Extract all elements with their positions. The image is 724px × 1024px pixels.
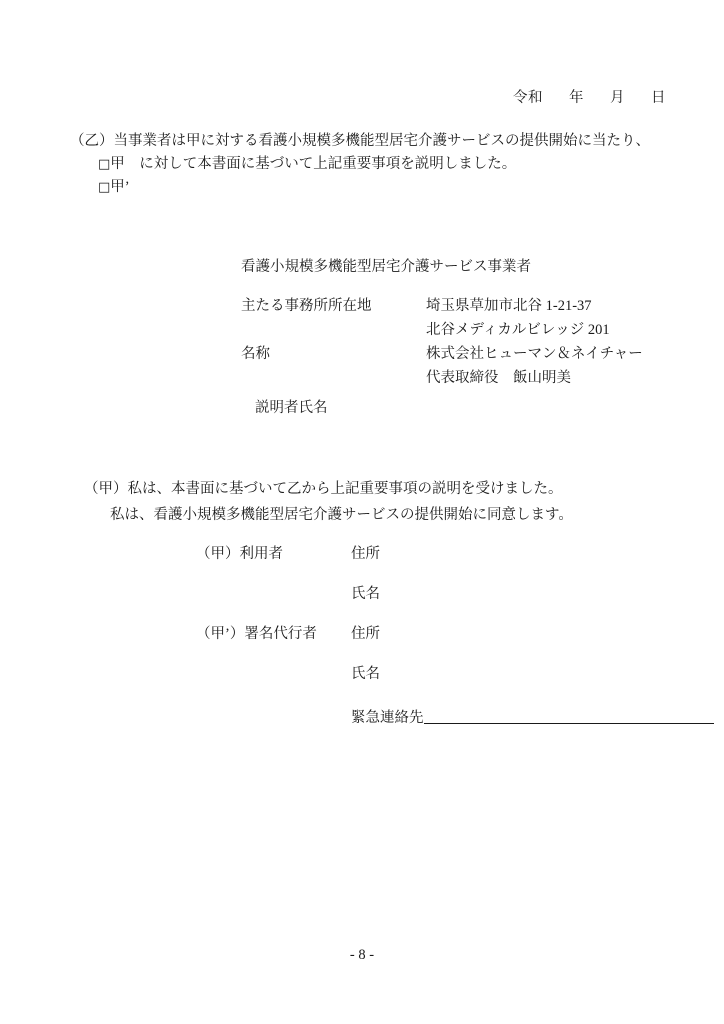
otsu-line-3-text: 甲’ [110, 179, 130, 195]
checkbox-kou-icon[interactable]: □ [98, 157, 111, 172]
emergency-contact-input-rule[interactable] [424, 723, 714, 724]
provider-name-value: 株式会社ヒューマン＆ネイチャー [426, 346, 643, 362]
table-row [196, 542, 380, 582]
provider-heading: 看護小規模多機能型居宅介護サービス事業者 [241, 259, 531, 275]
otsu-line-3 [98, 176, 684, 199]
provider-address-value-line2: 北谷メディカルビレッジ 201 [426, 322, 610, 338]
table-row [196, 622, 380, 662]
user-address-field-label[interactable]: 住所 [351, 546, 380, 562]
page-number: - 8 - [349, 947, 375, 963]
kou-line-1: （甲）私は、本書面に基づいて乙から上記重要事項の説明を受けました。 [84, 481, 563, 497]
provider-representative-value: 代表取締役 飯山明美 [426, 370, 571, 386]
table-row [241, 294, 643, 318]
user-name-field-label[interactable]: 氏名 [351, 586, 380, 602]
table-row [196, 662, 380, 702]
date-era-label: 令和 [513, 90, 543, 106]
proxy-label: （甲’）署名代行者 [196, 626, 317, 642]
table-row [241, 318, 643, 342]
emergency-contact-label: 緊急連絡先 [351, 710, 424, 726]
proxy-address-field-label[interactable]: 住所 [351, 626, 380, 642]
otsu-line-2-text: 甲 に対して本書面に基づいて上記重要事項を説明しました。 [110, 156, 517, 172]
provider-name-label-cont [241, 366, 426, 390]
provider-name-label: 名称 [241, 346, 270, 362]
provider-address-label: 主たる事務所所在地 [241, 298, 372, 314]
provider-info-table [241, 294, 643, 390]
table-row [241, 366, 643, 390]
date-month-label: 月 [610, 90, 625, 106]
checkbox-kou-prime-icon[interactable]: □ [98, 180, 111, 195]
user-label: （甲）利用者 [196, 546, 283, 562]
date-day-label: 日 [651, 90, 666, 106]
otsu-line-1: （乙）当事業者は甲に対する看護小規模多機能型居宅介護サービスの提供開始に当たり、 [70, 133, 650, 149]
date-line [513, 86, 666, 107]
kou-line-2: 私は、看護小規模多機能型居宅介護サービスの提供開始に同意します。 [110, 507, 573, 523]
date-year-label: 年 [569, 90, 584, 106]
kou-consent-block [84, 476, 573, 528]
table-row [196, 582, 380, 622]
provider-address-label-cont [241, 318, 426, 342]
provider-address-value: 埼玉県草加市北谷 1-21-37 [426, 298, 592, 314]
table-row [241, 342, 643, 366]
otsu-line-2 [98, 153, 684, 176]
otsu-declaration-block [70, 130, 684, 199]
proxy-name-field-label[interactable]: 氏名 [351, 666, 380, 682]
emergency-contact-row [351, 706, 714, 727]
signature-table [196, 542, 380, 702]
explainer-name-label: 説明者氏名 [255, 400, 328, 416]
